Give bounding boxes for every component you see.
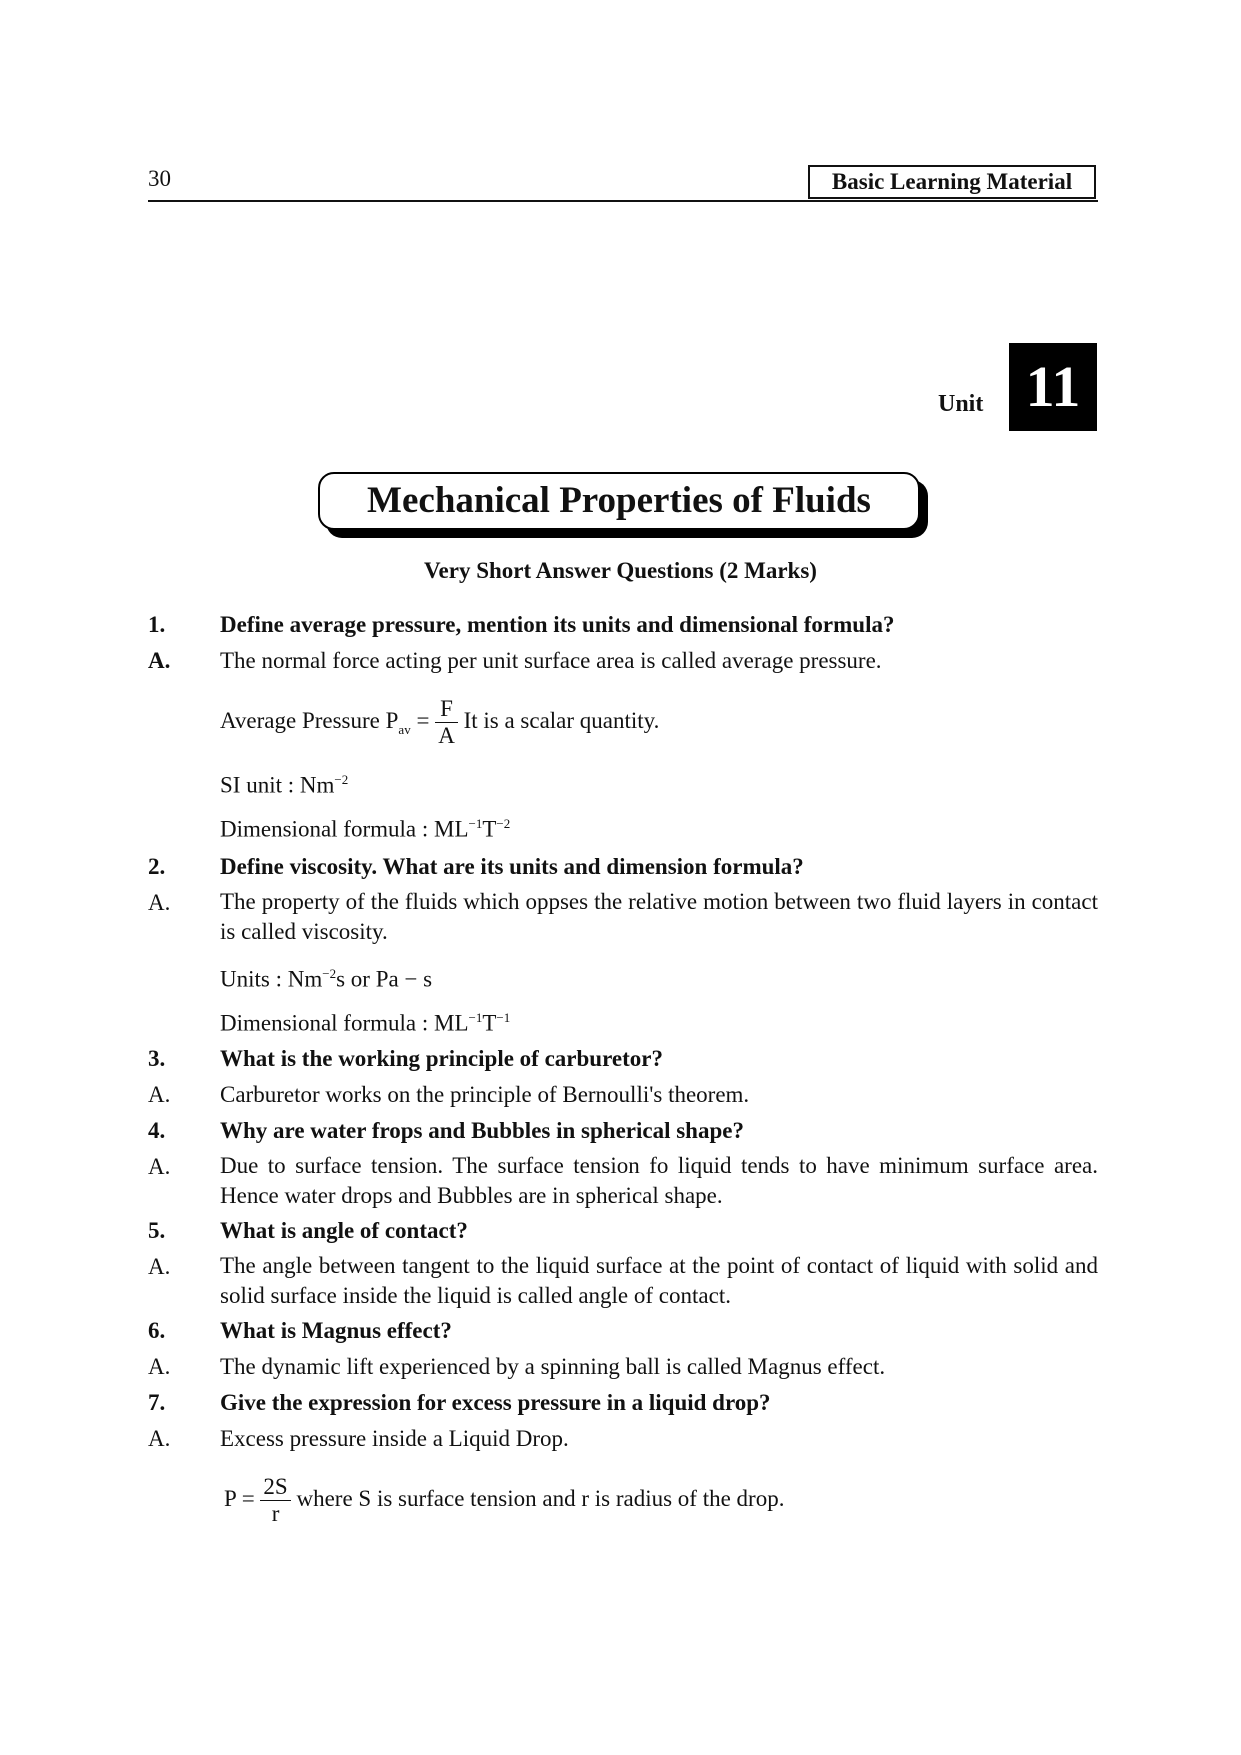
formula-equals: = xyxy=(416,708,430,734)
units-rest: s or Pa − s xyxy=(336,966,433,992)
answer-label: A. xyxy=(148,648,171,673)
fraction-numerator: 2S xyxy=(260,1474,290,1501)
question-number: 6. xyxy=(148,1318,166,1343)
answer-label: A. xyxy=(148,1426,171,1451)
question-text: Why are water frops and Bubbles in spherical shape? xyxy=(220,1118,744,1143)
units-exponent: −2 xyxy=(322,966,337,981)
question-text: Define average pressure, mention its units and dimensional formula? xyxy=(220,612,895,637)
answer-label: A. xyxy=(148,1082,171,1107)
fraction-numerator: F xyxy=(435,696,458,723)
question-number: 3. xyxy=(148,1046,166,1071)
dimension-ml: ML xyxy=(434,816,469,842)
question-number: 7. xyxy=(148,1390,166,1415)
answer-text: Excess pressure inside a Liquid Drop. xyxy=(220,1426,569,1451)
formula-average-pressure xyxy=(220,696,1098,750)
answer-label: A. xyxy=(148,1254,171,1279)
answer-label: A. xyxy=(148,1154,171,1179)
answer-text: The angle between tangent to the liquid surface at the point of contact of liquid with solid and solid surface inside the liquid is called angle of contact. xyxy=(220,1253,1098,1308)
formula-suffix: It is a scalar quantity. xyxy=(463,708,660,734)
formula-variable: P xyxy=(385,708,399,734)
formula-prefix: Average Pressure xyxy=(220,708,380,734)
dimensional-formula-label: Dimensional formula : xyxy=(220,816,429,842)
units-line xyxy=(220,966,1098,993)
dimension-ml: ML xyxy=(434,1010,469,1036)
si-unit-line xyxy=(220,772,1098,799)
question-number: 5. xyxy=(148,1218,166,1243)
units-value: Nm xyxy=(287,966,323,992)
formula-lhs: P = xyxy=(224,1486,255,1512)
question-number: 2. xyxy=(148,854,166,879)
answer-label: A. xyxy=(148,890,171,915)
answer-text: The normal force acting per unit surface area is called average pressure. xyxy=(220,648,882,673)
question-number: 1. xyxy=(148,612,166,637)
formula-excess-pressure xyxy=(224,1474,1102,1528)
question-text: Give the expression for excess pressure in a liquid drop? xyxy=(220,1390,771,1415)
chapter-title: Mechanical Properties of Fluids xyxy=(318,472,920,530)
unit-number: 11 xyxy=(1009,343,1097,431)
answer-text: The property of the fluids which oppses the relative motion between two fluid layers in contact is called viscosity. xyxy=(220,889,1098,944)
answer-text: The dynamic lift experienced by a spinning ball is called Magnus effect. xyxy=(220,1354,886,1379)
dimension-t: T xyxy=(482,816,497,842)
si-unit-label: SI unit : xyxy=(220,772,295,798)
dimension-exponent-t: −2 xyxy=(496,816,511,831)
dimensional-formula-line xyxy=(220,1010,1098,1037)
dimension-exponent-l: −1 xyxy=(468,816,483,831)
dimension-t: T xyxy=(482,1010,497,1036)
units-label: Units : xyxy=(220,966,282,992)
page-number: 30 xyxy=(148,166,171,191)
question-text: What is Magnus effect? xyxy=(220,1318,452,1343)
si-unit-value: Nm xyxy=(299,772,335,798)
fraction-denominator: A xyxy=(438,723,455,749)
question-number: 4. xyxy=(148,1118,166,1143)
question-text: What is angle of contact? xyxy=(220,1218,468,1243)
si-unit-exponent: −2 xyxy=(334,772,349,787)
answer-label: A. xyxy=(148,1354,171,1379)
formula-subscript: av xyxy=(398,721,411,737)
fraction xyxy=(435,696,458,750)
section-title: Very Short Answer Questions (2 Marks) xyxy=(424,558,817,583)
fraction xyxy=(260,1474,290,1528)
question-text: What is the working principle of carburetor? xyxy=(220,1046,663,1071)
book-title: Basic Learning Material xyxy=(808,165,1096,199)
dimension-exponent-l: −1 xyxy=(468,1010,483,1025)
unit-label: Unit xyxy=(938,391,984,417)
question-text: Define viscosity. What are its units and dimension formula? xyxy=(220,854,804,879)
fraction-denominator: r xyxy=(271,1501,280,1527)
dimension-exponent-t: −1 xyxy=(496,1010,511,1025)
answer-text: Due to surface tension. The surface tension fo liquid tends to have minimum surface area. Hence water drops and Bubbles are in spherical shape. xyxy=(220,1153,1098,1208)
formula-suffix: where S is surface tension and r is radius of the drop. xyxy=(296,1486,785,1512)
answer-text: Carburetor works on the principle of Bernoulli's theorem. xyxy=(220,1082,750,1107)
dimensional-formula-line xyxy=(220,816,1098,843)
header-rule xyxy=(148,200,1098,202)
dimensional-formula-label: Dimensional formula : xyxy=(220,1010,429,1036)
